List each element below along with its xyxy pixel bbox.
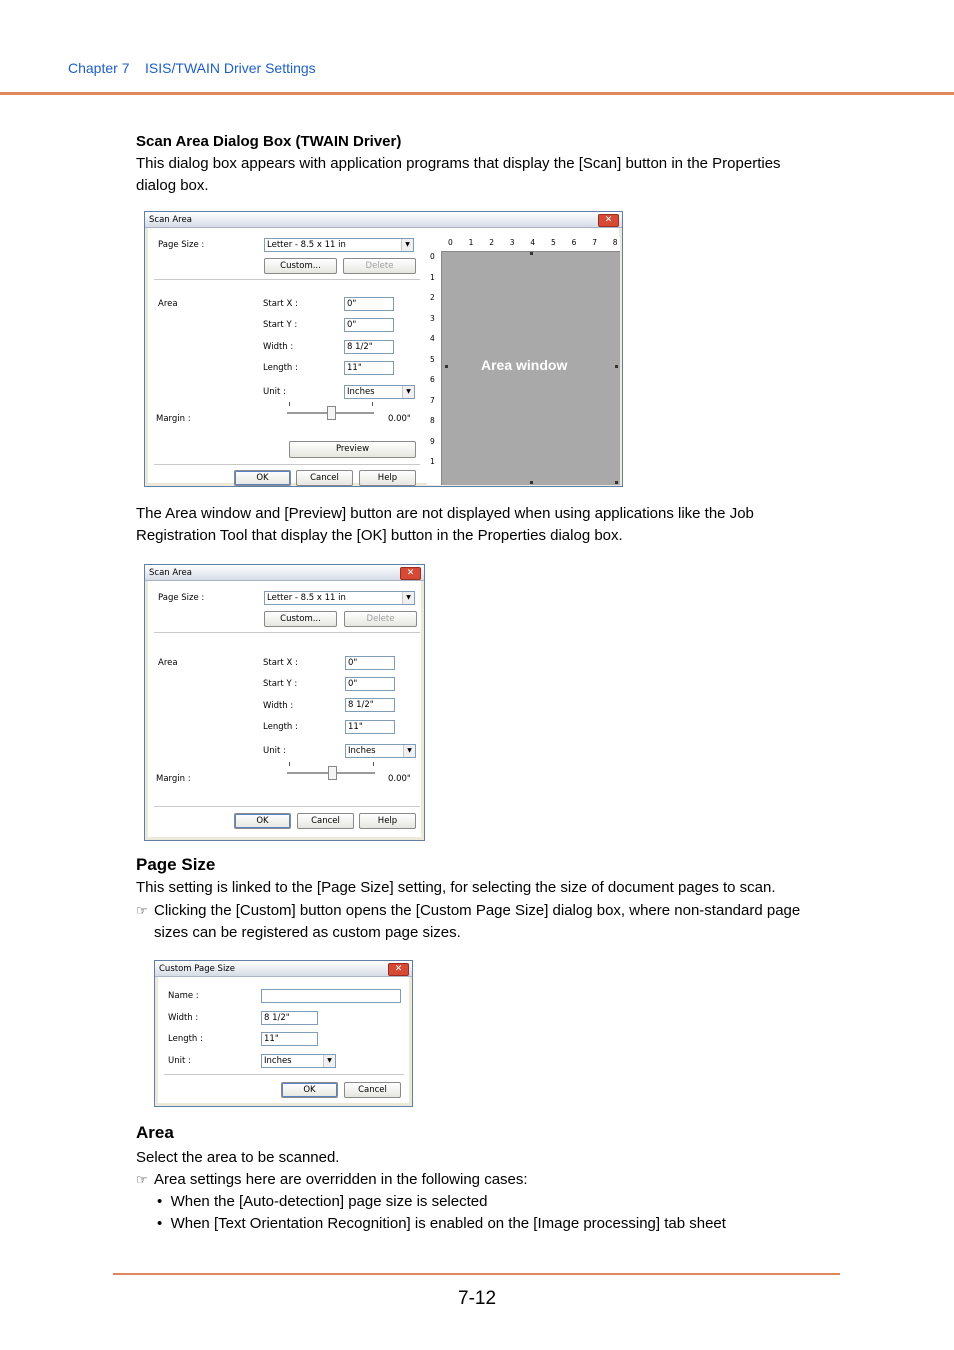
name-label: Name :	[168, 991, 199, 1001]
margin-slider-thumb[interactable]	[327, 406, 336, 420]
unit-select[interactable]	[345, 744, 416, 758]
page-size-select[interactable]	[264, 238, 414, 252]
width-field[interactable]: 8 1/2"	[345, 698, 395, 712]
start-x-label: Start X :	[263, 658, 298, 668]
length-label: Length :	[263, 363, 298, 373]
list-item: • When [Text Orientation Recognition] is enabled on the [Image processing] tab sheet	[157, 1215, 726, 1232]
start-x-field[interactable]: 0"	[345, 656, 395, 670]
slider-tick	[372, 402, 373, 406]
width-label: Width :	[263, 342, 294, 352]
ruler-h-tick-label: 2	[489, 238, 494, 247]
area-window-note	[136, 503, 754, 547]
custom-button[interactable]: Custom...	[264, 611, 337, 627]
help-button[interactable]: Help	[359, 470, 416, 486]
slider-tick	[289, 762, 290, 766]
page-size-description: This setting is linked to the [Page Size] setting, for selecting the size of document pages to scan.	[136, 879, 776, 896]
area-window[interactable]	[427, 237, 620, 485]
dialog-title: Scan Area	[149, 568, 192, 578]
ruler-v-tick-label: 5	[430, 354, 435, 364]
margin-slider-thumb[interactable]	[328, 766, 337, 780]
width-label: Width :	[263, 701, 294, 711]
chevron-down-icon: ▼	[402, 386, 414, 398]
margin-label: Margin :	[156, 774, 191, 784]
close-icon[interactable]: ✕	[598, 214, 619, 227]
divider	[164, 1074, 404, 1075]
area-note-text: Area settings here are overridden in the following cases:	[154, 1171, 528, 1188]
preview-button[interactable]: Preview	[289, 441, 416, 458]
dialog-title: Custom Page Size	[159, 964, 235, 974]
footer-divider	[113, 1273, 840, 1275]
start-y-label: Start Y :	[263, 679, 298, 689]
area-note	[136, 1169, 528, 1191]
ruler-h-tick-label: 8	[612, 238, 618, 247]
area-window-label: Area window	[481, 357, 568, 373]
name-field[interactable]	[261, 989, 401, 1003]
length-field[interactable]: 11"	[345, 720, 395, 734]
divider	[154, 464, 420, 465]
dialog-body	[158, 977, 409, 1103]
cancel-button[interactable]: Cancel	[344, 1082, 401, 1098]
area-bullet-list	[157, 1191, 726, 1235]
dialog-titlebar	[145, 212, 622, 228]
close-icon[interactable]: ✕	[388, 963, 409, 976]
vertical-ruler	[427, 251, 442, 485]
page-size-label: Page Size :	[158, 240, 205, 250]
ok-button[interactable]: OK	[234, 470, 291, 486]
unit-label: Unit :	[168, 1056, 191, 1066]
horizontal-ruler	[427, 237, 620, 252]
ruler-v-tick-label: 7	[430, 395, 435, 405]
unit-value: Inches	[348, 746, 376, 756]
chapter-header	[68, 60, 316, 76]
chapter-number: Chapter 7	[68, 60, 130, 76]
width-field[interactable]: 8 1/2"	[344, 340, 394, 354]
dialog-titlebar	[145, 565, 424, 581]
resize-handle[interactable]	[530, 481, 533, 484]
page-size-value: Letter - 8.5 x 11 in	[267, 593, 346, 603]
area-label: Area	[158, 299, 178, 309]
start-y-field[interactable]: 0"	[344, 318, 394, 332]
ruler-v-tick-label: 3	[430, 313, 435, 323]
unit-label: Unit :	[263, 746, 286, 756]
chevron-down-icon: ▼	[401, 239, 413, 251]
divider	[154, 806, 420, 807]
length-field[interactable]: 11"	[261, 1032, 318, 1046]
area-heading: Area	[136, 1123, 174, 1142]
unit-value: Inches	[264, 1056, 292, 1066]
page-size-label: Page Size :	[158, 593, 205, 603]
start-y-field[interactable]: 0"	[345, 677, 395, 691]
ruler-h-tick-label: 7	[592, 238, 597, 247]
margin-value: 0.00"	[388, 414, 411, 424]
ruler-v-tick-label: 1	[430, 272, 435, 282]
ruler-v-tick-label: 0	[430, 252, 435, 261]
dialog-body	[148, 581, 421, 837]
length-label: Length :	[263, 722, 298, 732]
scan-area-heading: Scan Area Dialog Box (TWAIN Driver)	[136, 133, 402, 150]
list-item: • When the [Auto-detection] page size is selected	[157, 1193, 488, 1210]
cancel-button[interactable]: Cancel	[297, 813, 354, 829]
chevron-down-icon: ▼	[403, 745, 415, 757]
ok-button[interactable]: OK	[281, 1082, 338, 1098]
unit-select[interactable]	[261, 1054, 336, 1068]
page-number: 7-12	[458, 1288, 497, 1309]
ruler-v-tick-label: 1	[430, 457, 435, 466]
slider-tick	[289, 402, 290, 406]
area-label: Area	[158, 658, 178, 668]
area-window-note-line1: The Area window and [Preview] button are not displayed when using applications like the Job	[136, 505, 754, 522]
area-description: Select the area to be scanned.	[136, 1149, 340, 1166]
start-x-label: Start X :	[263, 299, 298, 309]
dialog-titlebar	[155, 961, 412, 977]
page-size-heading: Page Size	[136, 855, 216, 874]
width-label: Width :	[168, 1013, 199, 1023]
page-size-note-line1: Clicking the [Custom] button opens the [Custom Page Size] dialog box, where non-standard page	[154, 902, 801, 919]
start-x-field[interactable]: 0"	[344, 297, 394, 311]
length-label: Length :	[168, 1034, 203, 1044]
slider-tick	[373, 762, 374, 766]
ruler-h-tick-label: 3	[509, 238, 515, 247]
pointing-hand-icon: ☞	[136, 1172, 148, 1187]
start-y-label: Start Y :	[263, 320, 298, 330]
ruler-v-tick-label: 2	[430, 293, 435, 302]
ruler-v-tick-label: 8	[430, 416, 435, 425]
list-item-text: When the [Auto-detection] page size is selected	[170, 1193, 488, 1210]
width-field[interactable]: 8 1/2"	[261, 1011, 318, 1025]
scan-area-dialog-full	[144, 211, 623, 487]
area-window-note-line2: Registration Tool that display the [OK] button in the Properties dialog box.	[136, 527, 623, 544]
ruler-h-tick-label: 4	[530, 238, 536, 247]
ruler-v-tick-label: 9	[430, 436, 435, 446]
dialog-body	[148, 228, 619, 483]
page-size-note	[136, 900, 800, 944]
cancel-button[interactable]: Cancel	[296, 470, 353, 486]
close-icon[interactable]: ✕	[400, 567, 421, 580]
pointing-hand-icon: ☞	[136, 903, 148, 918]
margin-label: Margin :	[156, 414, 191, 424]
page-size-note-line2: sizes can be registered as custom page sizes.	[154, 924, 461, 941]
delete-button[interactable]: Delete	[343, 258, 416, 274]
page-size-value: Letter - 8.5 x 11 in	[267, 240, 346, 250]
resize-handle[interactable]	[445, 365, 448, 368]
resize-handle[interactable]	[615, 365, 618, 368]
chevron-down-icon: ▼	[323, 1055, 335, 1067]
scan-area-desc-line2: dialog box.	[136, 177, 209, 194]
header-divider	[0, 92, 954, 95]
ok-button[interactable]: OK	[234, 813, 291, 829]
scan-area-dialog-compact	[144, 564, 425, 841]
unit-value: Inches	[347, 387, 375, 397]
chevron-down-icon: ▼	[402, 592, 414, 604]
ruler-h-tick-label: 0	[448, 238, 453, 247]
page-size-select[interactable]	[264, 591, 415, 605]
resize-handle[interactable]	[530, 252, 533, 255]
custom-page-size-dialog	[154, 960, 413, 1107]
divider	[154, 632, 420, 633]
custom-button[interactable]: Custom...	[264, 258, 337, 274]
ruler-h-tick-label: 1	[468, 238, 474, 247]
list-item-text: When [Text Orientation Recognition] is enabled on the [Image processing] tab sheet	[170, 1215, 726, 1232]
scan-area-desc-line1: This dialog box appears with application programs that display the [Scan] button in the Properties	[136, 155, 781, 172]
resize-handle[interactable]	[615, 481, 618, 484]
ruler-v-tick-label: 6	[430, 375, 435, 384]
ruler-h-tick-label: 6	[571, 238, 577, 247]
ruler-v-tick-label: 4	[430, 334, 435, 343]
help-button[interactable]: Help	[359, 813, 416, 829]
delete-button[interactable]: Delete	[344, 611, 417, 627]
divider	[154, 279, 420, 280]
unit-label: Unit :	[263, 387, 286, 397]
dialog-title: Scan Area	[149, 215, 192, 225]
chapter-title: ISIS/TWAIN Driver Settings	[145, 60, 316, 76]
length-field[interactable]: 11"	[344, 361, 394, 375]
scan-area-description	[136, 153, 781, 197]
margin-value: 0.00"	[388, 774, 411, 784]
unit-select[interactable]	[344, 385, 415, 399]
ruler-h-tick-label: 5	[551, 238, 556, 247]
